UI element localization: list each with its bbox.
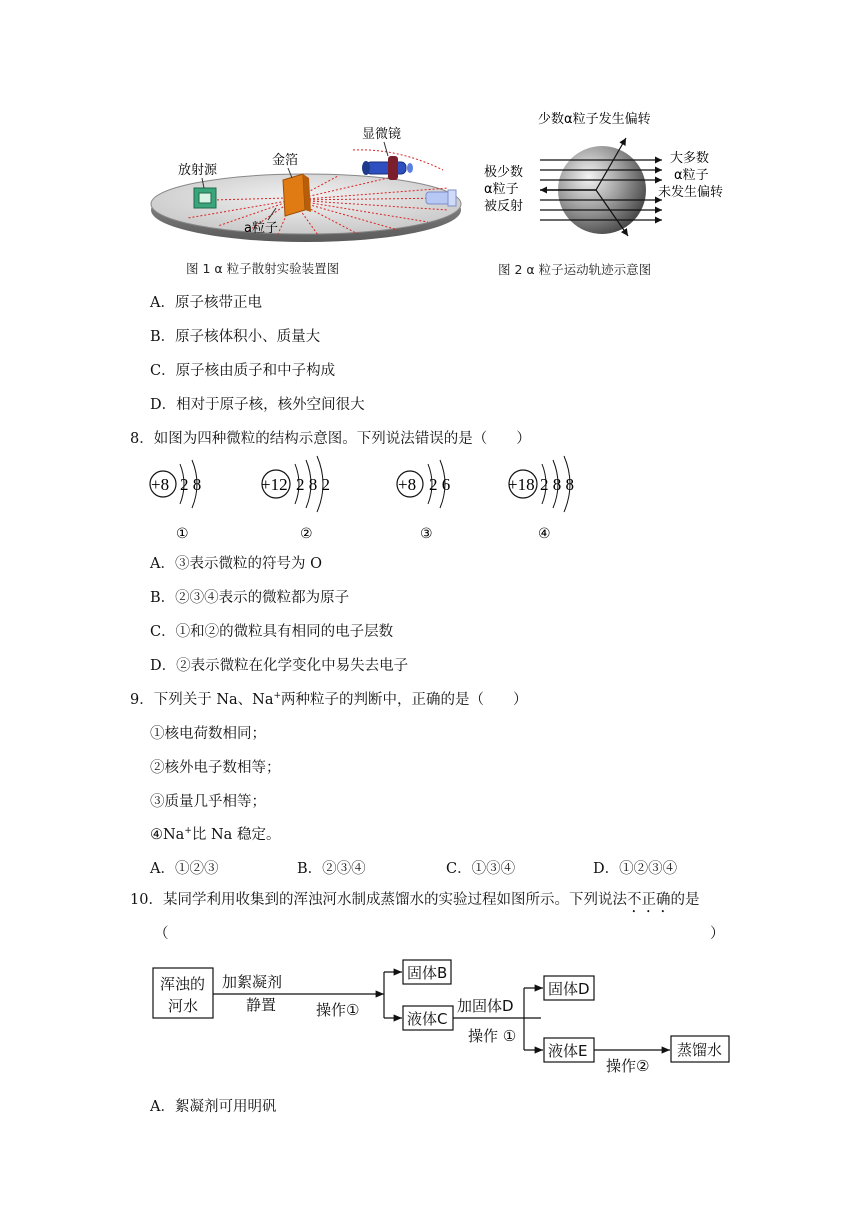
svg-text:④: ④ (538, 526, 551, 542)
particle-4 (508, 456, 574, 542)
q7-option-d: D．相对于原子核，核外空间很大 (150, 397, 365, 413)
svg-text:河水: 河水 (168, 997, 199, 1015)
label-radioactive-source: 放射源 (178, 163, 218, 178)
q9-option-d: D．①②③④ (593, 861, 678, 877)
particle-3 (397, 460, 450, 542)
label-right-1: 大多数 (670, 151, 710, 166)
label-gold-foil: 金箔 (272, 153, 299, 168)
q9-option-b: B．②③④ (297, 861, 366, 877)
q10-paren-close: ） (710, 926, 725, 942)
radioactive-source-icon (194, 188, 216, 208)
svg-text:2 8 8: 2 8 8 (540, 475, 574, 494)
svg-text:2 8: 2 8 (180, 475, 202, 494)
svg-text:+8: +8 (151, 475, 170, 494)
svg-text:+12: +12 (261, 475, 288, 494)
svg-text:静置: 静置 (246, 996, 277, 1014)
svg-text:+18: +18 (508, 475, 535, 494)
gold-foil-icon (283, 174, 311, 216)
svg-text:操作②: 操作② (606, 1057, 650, 1075)
label-left-1: 极少数 (484, 165, 524, 180)
q9-option-a: A．①②③ (150, 861, 219, 877)
q7-option-b: B．原子核体积小、质量大 (150, 329, 321, 345)
label-alpha-particle: a粒子 (244, 221, 278, 236)
emphasis-not-correct: 不正确 (626, 892, 671, 908)
svg-text:2 6: 2 6 (429, 475, 451, 494)
label-few-deflected: 少数α粒子发生偏转 (538, 112, 651, 127)
q9-item-1: ①核电荷数相同； (150, 726, 266, 742)
q9-option-c: C．①③④ (446, 861, 516, 877)
figure-1-alpha-scattering-apparatus (148, 118, 488, 284)
q10-option-a: A．絮凝剂可用明矾 (150, 1099, 277, 1115)
q8-stem: 8．如图为四种微粒的结构示意图。下列说法错误的是（ ） (130, 431, 531, 447)
svg-text:固体D: 固体D (548, 980, 590, 998)
detector-icon (426, 190, 456, 206)
q8-option-a: A．③表示微粒的符号为 O (150, 556, 322, 572)
svg-text:蒸馏水: 蒸馏水 (677, 1041, 723, 1059)
figure-2-caption: 图 2 α 粒子运动轨迹示意图 (498, 262, 652, 277)
svg-text:③: ③ (420, 526, 433, 542)
q8-option-b: B．②③④表示的微粒都为原子 (150, 590, 350, 606)
svg-text:液体E: 液体E (548, 1042, 588, 1060)
figure-1-caption: 图 1 α 粒子散射实验装置图 (186, 261, 340, 276)
svg-text:加絮凝剂: 加絮凝剂 (222, 973, 283, 991)
svg-text:液体C: 液体C (407, 1010, 448, 1028)
q7-option-a: A．原子核带正电 (150, 295, 262, 311)
q9-item-2: ②核外电子数相等； (150, 760, 281, 776)
svg-text:+8: +8 (398, 475, 417, 494)
q10-flow-diagram (148, 958, 738, 1078)
label-left-2: α粒子 (484, 182, 519, 197)
q7-option-c: C．原子核由质子和中子构成 (150, 363, 336, 379)
svg-text:浑浊的: 浑浊的 (160, 975, 206, 993)
svg-text:加固体D: 加固体D (457, 997, 514, 1015)
particle-1 (150, 460, 201, 542)
label-right-3: 未发生偏转 (658, 185, 724, 200)
label-right-2: α粒子 (674, 168, 709, 183)
svg-text:操作 ①: 操作 ① (468, 1027, 517, 1045)
q8-option-c: C．①和②的微粒具有相同的电子层数 (150, 624, 394, 640)
svg-text:固体B: 固体B (407, 964, 448, 982)
figure-2-alpha-trajectories (478, 104, 728, 284)
q9-item-4: ④Na+比 Na 稳定。 (150, 826, 281, 843)
svg-text:操作①: 操作① (316, 1001, 360, 1019)
q10-paren-open: （ (154, 926, 169, 942)
label-left-3: 被反射 (484, 199, 524, 214)
label-microscope: 显微镜 (362, 127, 402, 142)
svg-text:②: ② (300, 526, 313, 542)
q9-stem: 9．下列关于 Na、Na+两种粒子的判断中，正确的是（ ） (130, 691, 528, 708)
svg-text:2 8 2: 2 8 2 (296, 475, 330, 494)
q10-stem: 10．某同学利用收集到的浑浊河水制成蒸馏水的实验过程如图所示。下列说法不正确的是 (130, 892, 700, 908)
q9-item-3: ③质量几乎相等； (150, 794, 266, 810)
particle-2 (261, 456, 330, 542)
svg-text:①: ① (176, 526, 189, 542)
q8-option-d: D．②表示微粒在化学变化中易失去电子 (150, 658, 409, 674)
q8-particle-diagrams (140, 450, 600, 546)
